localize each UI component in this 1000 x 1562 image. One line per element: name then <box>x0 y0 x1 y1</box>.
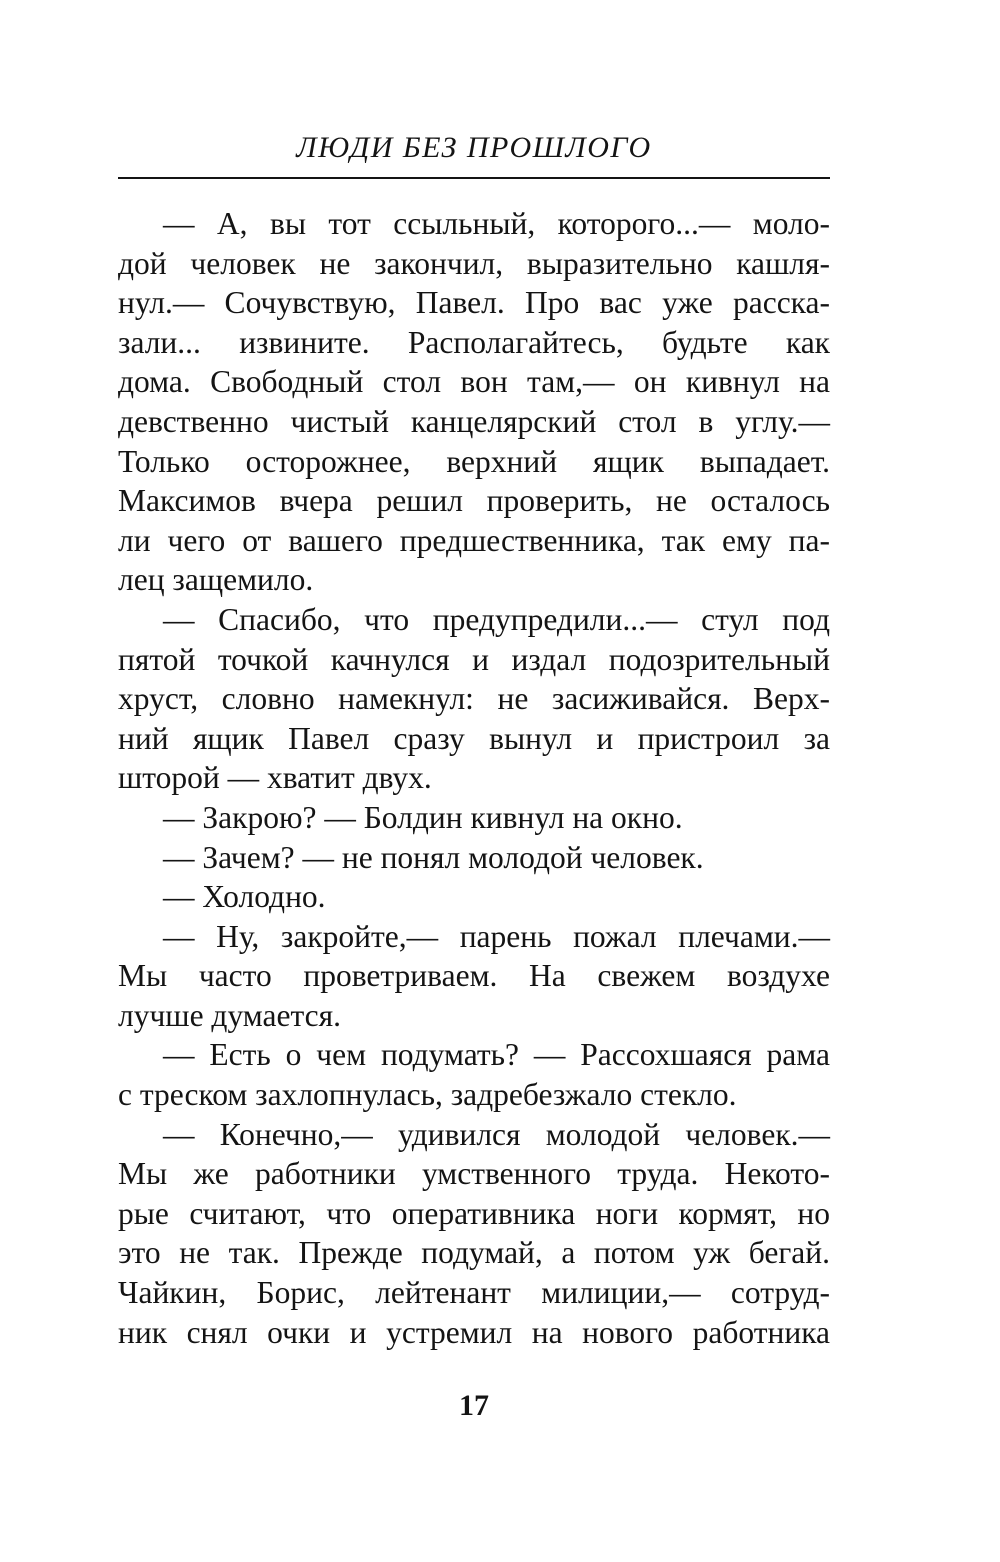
running-head: ЛЮДИ БЕЗ ПРОШЛОГО <box>296 131 652 164</box>
text-line: шторой — хватит двух. <box>118 760 432 796</box>
text-line: дома. Свободный стол вон там,— он кивнул на <box>118 364 830 400</box>
text-line: Мы часто проветриваем. На свежем воздухе <box>118 958 830 994</box>
text-line: пятой точкой качнулся и издал подозрительный <box>118 641 830 677</box>
text-line: ний ящик Павел сразу вынул и пристроил за <box>118 720 830 756</box>
text-line: лец защемило. <box>118 562 314 598</box>
text-line: дой человек не закончил, выразительно кашля- <box>118 245 830 281</box>
text-line: — Закрою? — Болдин кивнул на окно. <box>163 799 683 835</box>
text-line: ник снял очки и устремил на нового работника <box>118 1314 830 1350</box>
text-line: Чайкин, Борис, лейтенант милиции,— сотруд- <box>118 1275 830 1311</box>
text-line: Мы же работники умственного труда. Некото- <box>118 1156 830 1192</box>
text-line: это не так. Прежде подумай, а потом уж бегай. <box>118 1235 830 1271</box>
text-line: — Есть о чем подумать? — Рассохшаяся рама <box>163 1037 830 1073</box>
text-line: ли чего от вашего предшественника, так ему па- <box>118 522 830 558</box>
header-rule <box>118 177 830 179</box>
text-line: — Холодно. <box>163 879 326 915</box>
text-line: — Конечно,— удивился молодой человек.— <box>163 1116 830 1152</box>
text-line: — Спасибо, что предупредили...— стул под <box>163 601 830 637</box>
text-line: — Зачем? — не понял молодой человек. <box>163 839 704 875</box>
page-number: 17 <box>459 1389 489 1422</box>
text-line: Максимов вчера решил проверить, не осталось <box>118 483 830 519</box>
text-line: — А, вы тот ссыльный, которого...— моло- <box>163 206 830 241</box>
text-line: — Ну, закройте,— парень пожал плечами.— <box>163 918 830 954</box>
text-line: с треском захлопнулась, задребезжало стекло. <box>118 1077 737 1113</box>
body-text <box>118 204 830 1352</box>
text-line: рые считают, что оперативника ноги кормят, но <box>118 1195 830 1231</box>
text-line: хруст, словно намекнул: не засиживайся. Верх- <box>118 681 830 717</box>
text-line: зали... извините. Располагайтесь, будьте как <box>118 324 830 360</box>
text-line: нул.— Сочувствую, Павел. Про вас уже расска- <box>118 285 830 321</box>
text-line: Только осторожнее, верхний ящик выпадает. <box>118 443 830 479</box>
text-line: девственно чистый канцелярский стол в углу.— <box>118 403 830 439</box>
text-line: лучше думается. <box>118 997 341 1033</box>
